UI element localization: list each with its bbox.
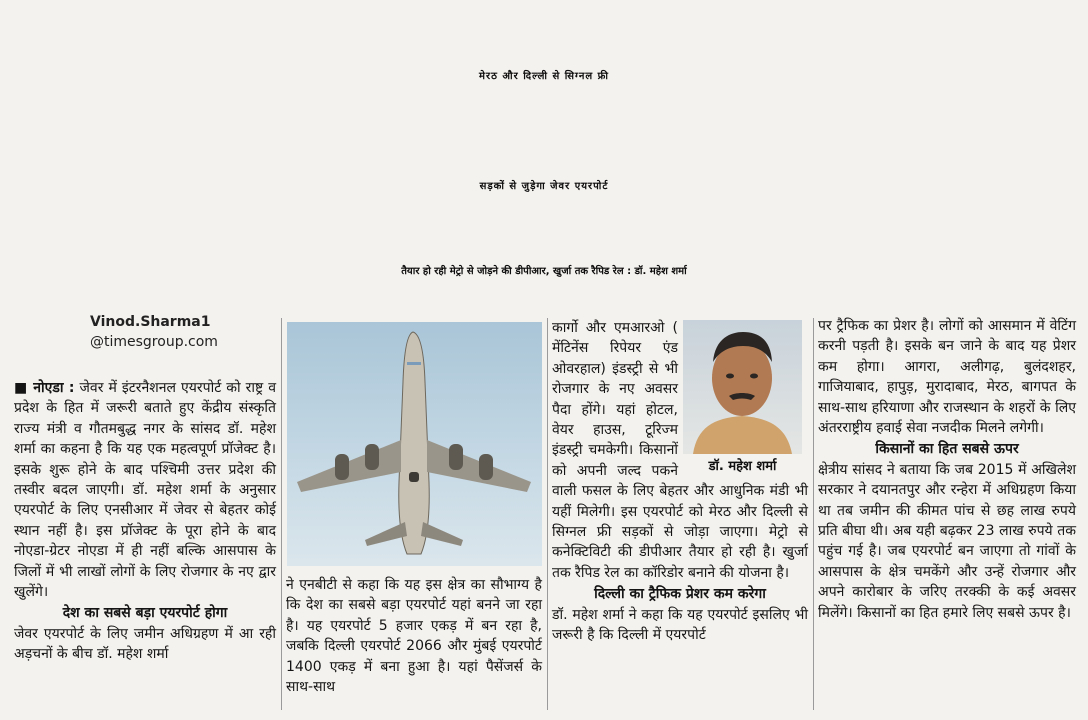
photo-float-space: [678, 318, 808, 474]
article-paragraph: पर ट्रैफिक का प्रेशर है। लोगों को आसमान में वेटिंग करनी पड़ती है। इसके बन जाने के बाद यह प्रेशर कम होगा। आगरा, अलीगढ़, बुलंदशहर, गाजियाबाद, हापुड़, मुरादाबाद, मेरठ, बागपत के साथ-साथ हरियाणा और राजस्थान के शहरों के लिए अंतरराष्ट्रीय हवाई सेवा नजदीक मिलने लगेगी।: [818, 318, 1076, 437]
column-rule: [813, 318, 814, 710]
section-heading: किसानों का हित सबसे ऊपर: [875, 441, 1019, 458]
article-column-2: [286, 575, 542, 697]
article-paragraph: जेवर एयरपोर्ट के लिए जमीन अधिग्रहण में आ रही अड़चनों के बीच डॉ. महेश शर्मा: [14, 625, 276, 663]
paragraph-text: जेवर में इंटरनैशनल एयरपोर्ट को राष्ट्र व प्रदेश के हित में जरूरी बताते हुए केंद्रीय संस्कृति राज्य मंत्री व गौतमबुद्ध नगर के सांसद डॉ. महेश शर्मा का कहना है कि यह एक महत्वपूर्ण प्रॉजेक्ट है। इसके शुरू होने के बाद पश्चिमी उत्तर प्रदेश की तस्वीर बदल जाएगी। डॉ. महेश शर्मा के अनुसार एयरपोर्ट के लिए एनसीआर में जेवर से बेहतर कोई स्थान नहीं है। इस प्रॉजेक्ट के पूरा होने के बाद नोएडा-ग्रेटर नोएडा में ही नहीं बल्कि आसपास के जिलों में भी लाखों लोगों के लिए रोजगार के नए द्वार खुलेंगे।: [14, 380, 276, 601]
article-column-1: [14, 378, 276, 665]
article-paragraph: [14, 378, 276, 602]
article-paragraph: डॉ. महेश शर्मा ने कहा कि यह एयरपोर्ट इसलिए भी जरूरी है कि दिल्ली में एयरपोर्ट: [552, 606, 808, 644]
column-rule: [281, 318, 282, 710]
article-paragraph: कार्गो और एमआरओ ( मेंटिनेंस रिपेयर एंड ओवरहाल) इंडस्ट्री से भी रोजगार के नए अवसर पैदा होंगे। यहां होटल, वेयर हाउस, टूरिज्म इंडस्ट्री चमकेगी। किसानों को अपनी जल्द पकने वाली फसल के लिए बेहतर और आधुनिक मंडी भी यहीं मिलेगी। इस एयरपोर्ट को मेरठ और दिल्ली से सिग्नल फ्री सड़कों से जोड़ा जाएगा। मेट्रो से कनेक्टिविटी की डीपीआर तैयार हो रही है। खुर्जा तक रैपिड रेल का कॉरिडोर बनाने की योजना है।: [552, 320, 808, 581]
dateline: ■ नोएडा :: [14, 380, 75, 396]
byline: [90, 312, 260, 352]
photo-caption: डॉ. महेश शर्मा: [708, 459, 777, 474]
article-column-4: [818, 316, 1076, 623]
article-column-3: [552, 318, 808, 646]
headline-line-1: मेरठ और दिल्ली से सिग्नल फ्री: [479, 71, 609, 82]
section-heading: दिल्ली का ट्रैफिक प्रेशर कम करेगा: [594, 586, 766, 603]
byline-name: Vinod.Sharma1: [90, 314, 211, 330]
section-heading: देश का सबसे बड़ा एयरपोर्ट होगा: [62, 605, 228, 622]
column-rule: [547, 318, 548, 710]
headline-line-2: सड़कों से जुड़ेगा जेवर एयरपोर्ट: [479, 181, 609, 192]
article-paragraph: क्षेत्रीय सांसद ने बताया कि जब 2015 में अखिलेश सरकार ने दयानतपुर और रन्हेरा में अधिग्रहण किया था तब जमीन की कीमत पांच से छह लाख रुपये प्रति बीघा थी। अब यही बढ़कर 23 लाख रुपये तक पहुंच गई है। जब एयरपोर्ट बन जाएगा तो गांवों के आसपास के क्षेत्र चमकेंगे और उन्हें रोजगार और अपने कारोबार के जरिए तरक्की के कई अवसर मिलेंगे। किसानों का हित हमारे लिए सबसे ऊपर है।: [818, 461, 1076, 621]
airplane-photo: [287, 322, 542, 566]
subheadline: तैयार हो रही मेट्रो से जोड़ने की डीपीआर, खुर्जा तक रैपिड रेल : डॉ. महेश शर्मा: [401, 266, 687, 277]
byline-handle: @timesgroup.com: [90, 334, 218, 350]
article-paragraph: ने एनबीटी से कहा कि यह इस क्षेत्र का सौभाग्य है कि देश का सबसे बड़ा एयरपोर्ट यहां बनने जा रहा है। यह एयरपोर्ट 5 हजार एकड़ में बन रहा है, जबकि दिल्ली एयरपोर्ट 2066 और मुंबई एयरपोर्ट 1400 एकड़ में बना हुआ है। यहां पैसेंजर्स के साथ-साथ: [286, 577, 542, 696]
